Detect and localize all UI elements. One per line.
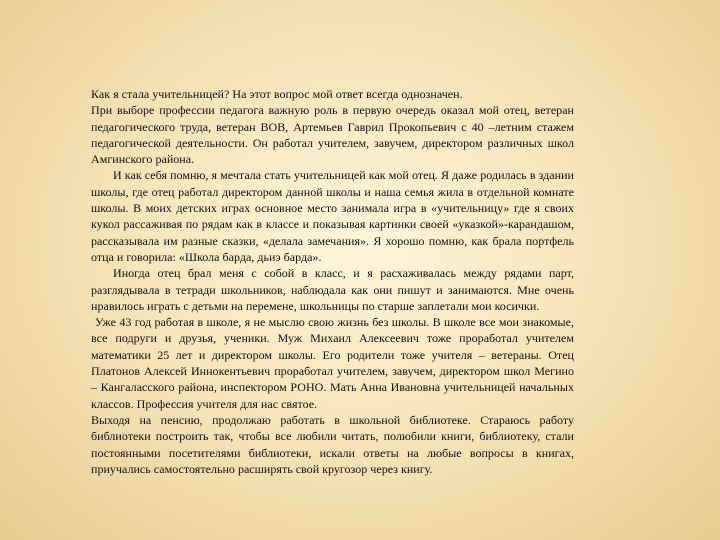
paragraph-childhood: И как себя помню, я мечтала стать учительницей как мой отец. Я даже родилась в здании школы, где отец работал директором данной школы и наша семья жила в отдельной комнате школы. В моих детских играх основное место занимала игра в «учительницу» где я своих кукол рассаживая по рядам как в классе и показывая картинки своей «указкой»-карандашом, рассказывала им разные сказки, «делала замечания». Я хорошо помню, как брала портфель отца и говорила: «Школа барда, дьиэ барда». [91, 168, 574, 264]
paragraph-library: Выходя на пенсию, продолжаю работать в школьной библиотеке. Стараюсь работу библиотеки построить так, чтобы все любили читать, полюбили книги, библиотеку, стали постоянными посетителями библиотеки, искали ответы на любые вопросы в книгах, приучались самостоятельно расширять свой кругозор через книгу. [91, 412, 574, 476]
slide-text-block [91, 86, 574, 477]
paragraph-title: Как я стала учительницей? На этот вопрос мой ответ всегда однозначен. [91, 87, 463, 101]
paragraph-father: При выборе профессии педагога важную роль в первую очередь оказал мой отец, ветеран педагогического труда, ветеран ВОВ, Артемьев Гаврил Прокопьевич с 40 –летним стажем педагогической деятельности. Он работал учителем, завучем, директором различных школ Амгинского района. [91, 103, 574, 167]
paragraph-classroom: Иногда отец брал меня с собой в класс, и я расхаживалась между рядами парт, разглядывала в тетради школьников, наблюдала как они пишут и занимаются. Мне очень нравилось играть с детьми на перемене, школьницы по старше заплетали мои косички. [91, 266, 574, 313]
paragraph-career: Уже 43 год работая в школе, я не мыслю свою жизнь без школы. В школе все мои знакомые, все подруги и друзья, ученики. Муж Михаил Алексеевич тоже проработал учителем математики 25 лет и директором школы. Его родители тоже учителя – ветераны. Отец Платонов Алексей Иннокентьевич проработал учителем, завучем, директором школ Мегино – Кангаласского района, инспектором РОНО. Мать Анна Ивановна учительницей начальных классов. Профессия учителя для нас святое. [91, 315, 574, 411]
